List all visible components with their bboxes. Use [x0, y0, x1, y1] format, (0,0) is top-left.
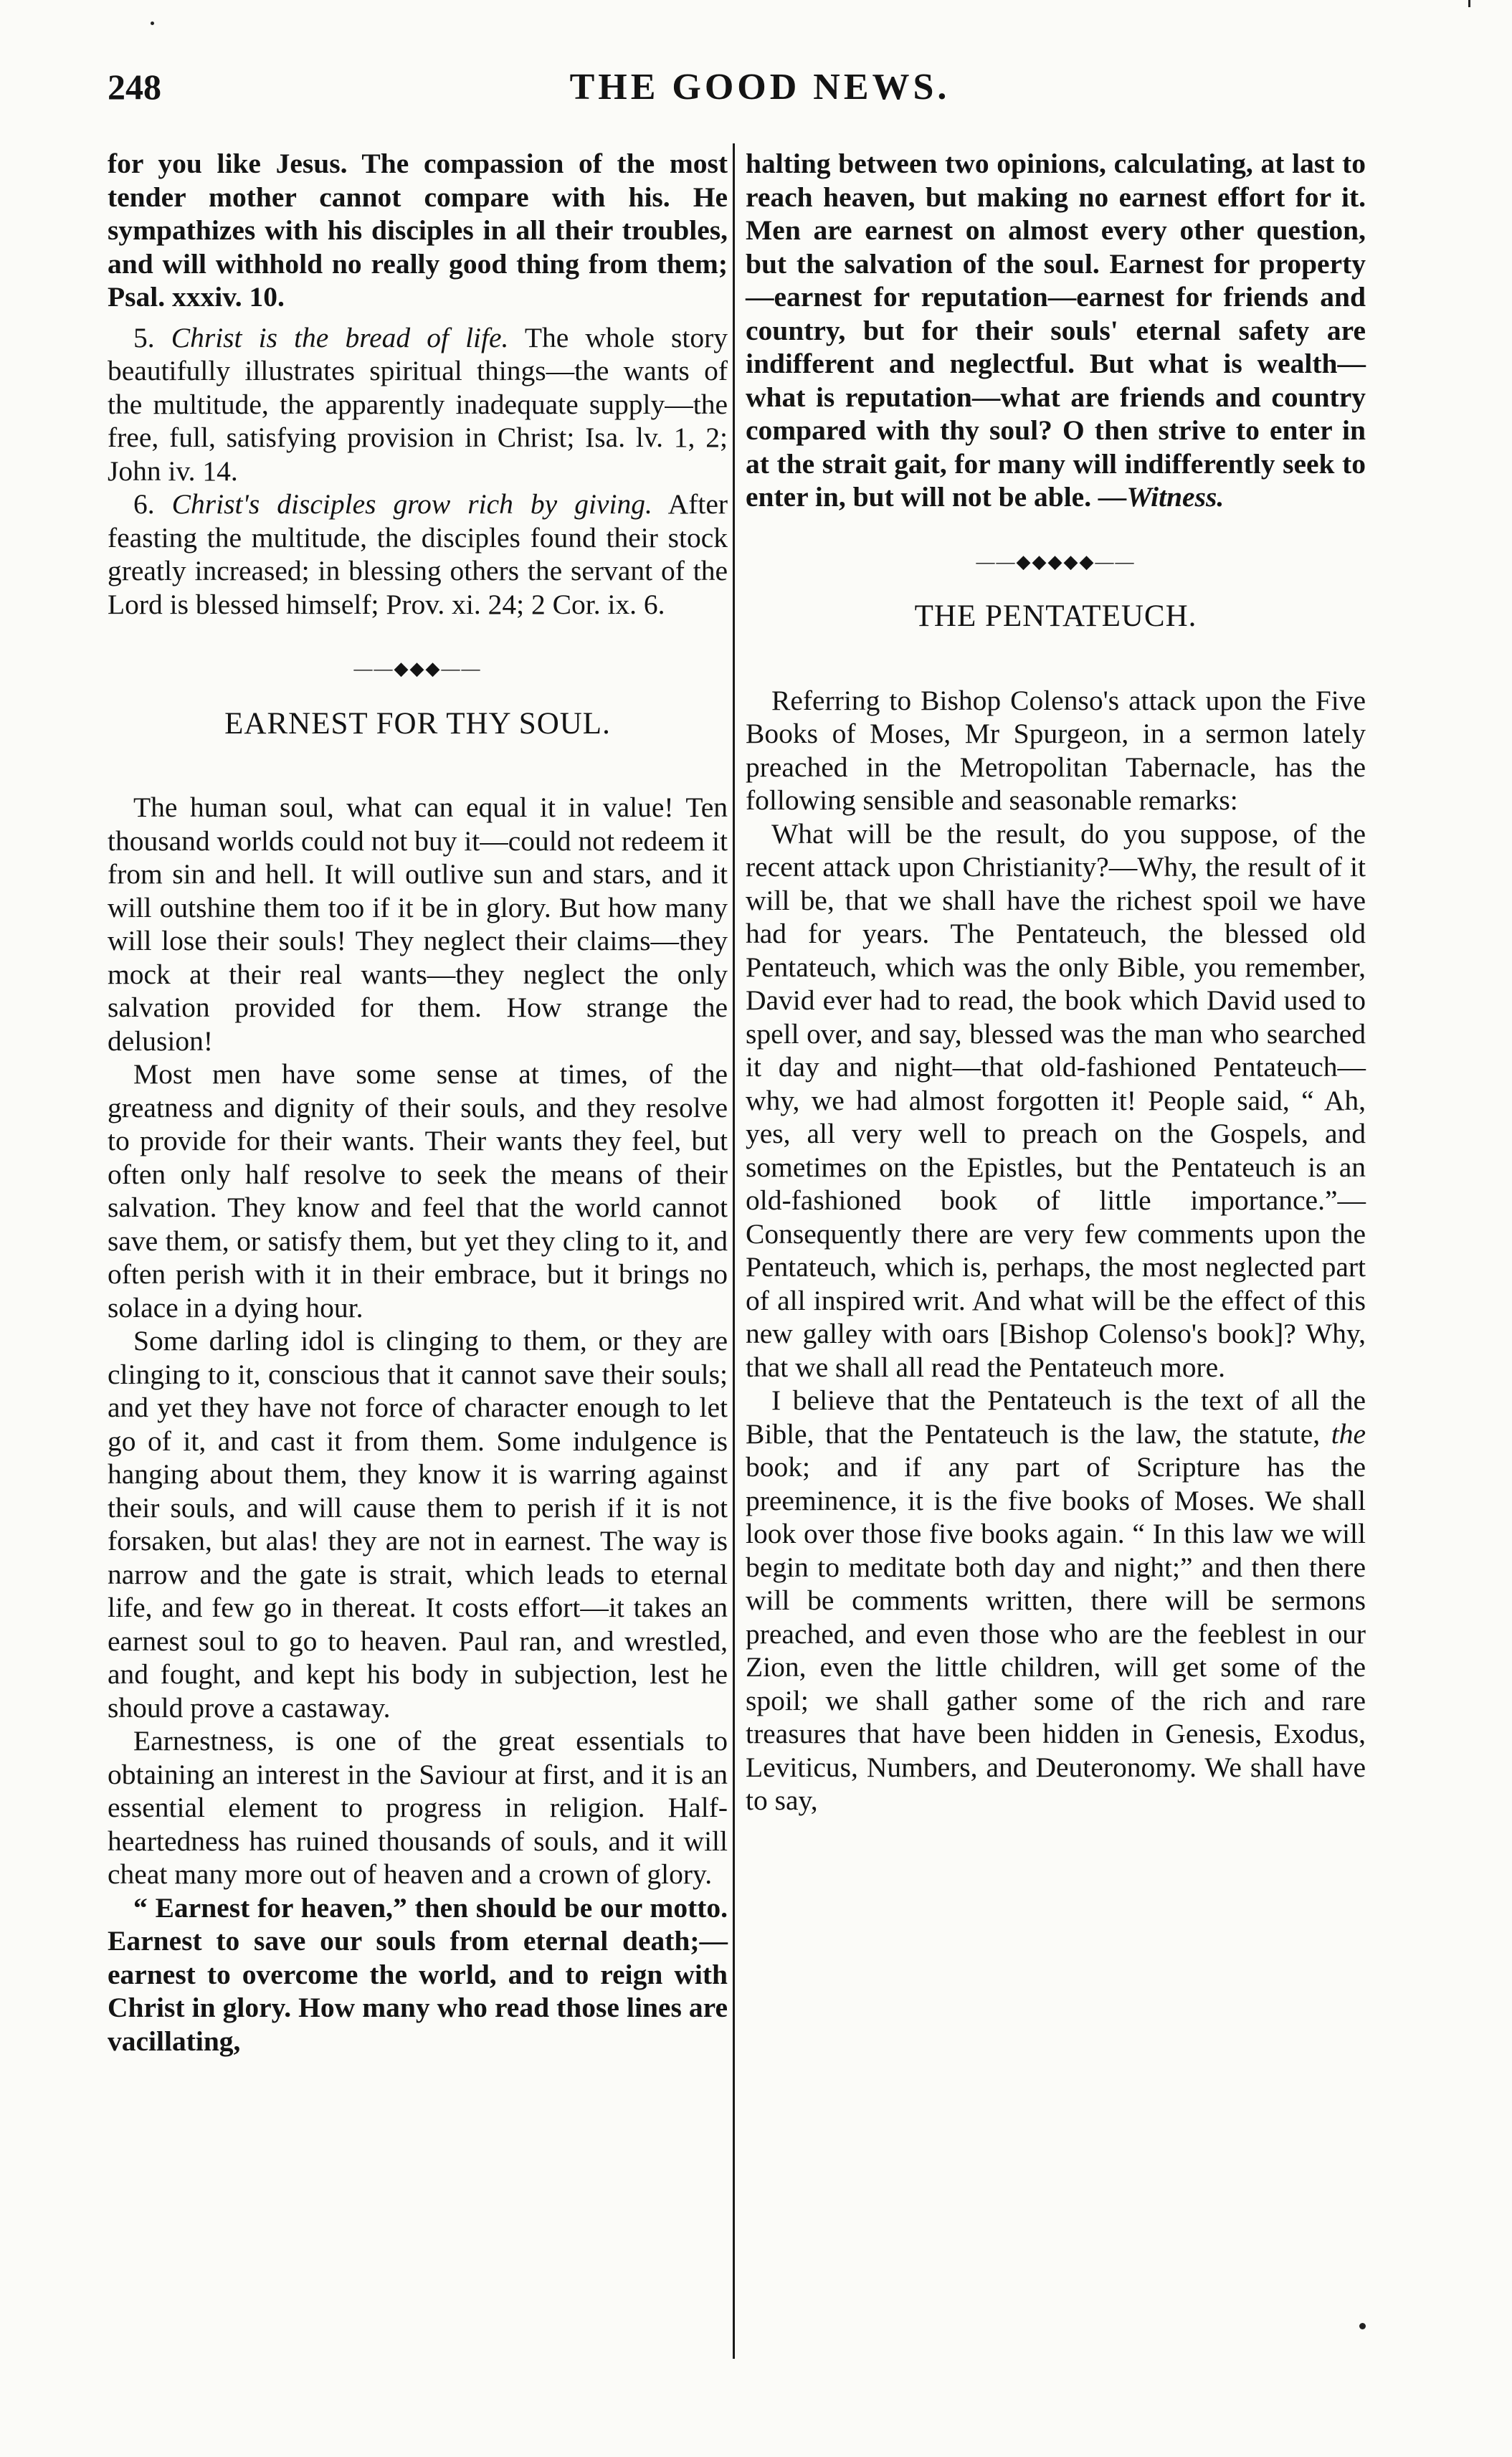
item-body: After feasting the multitude, the disciples found their stock greatly increased; in blessing others the servant of the Lord is blessed himself; Prov. xi. 24; 2 Cor. ix. 6.: [108, 488, 728, 620]
item-heading: Christ is the bread of life.: [171, 321, 509, 353]
article-title: EARNEST FOR THY SOUL.: [224, 706, 611, 741]
page-number: 248: [108, 67, 161, 107]
paragraph: [746, 1384, 1366, 1817]
column-divider: [733, 143, 735, 2359]
item-number: 6.: [133, 488, 155, 520]
article-title: THE PENTATEUCH.: [914, 599, 1197, 633]
section-ornament: ——◆◆◆◆◆——: [976, 551, 1136, 572]
paragraph: for you like Jesus. The compassion of the most tender mother cannot compare with his. He sympathizes with his disciples in all their troubles, and will withhold no really good thing from them; Psal. xxxiv. 10.: [108, 148, 728, 313]
print-speck: [151, 22, 154, 25]
paragraph: Most men have some sense at times, of the greatness and dignity of their souls, and they resolve to provide for their wants. Their wants they feel, but often only half resolve to seek the means of their salvation. They know and feel that the world cannot save them, or satisfy them, but yet they cling to it, and often perish with it in their embrace, but it brings no solace in a dying hour.: [108, 1058, 728, 1323]
paragraph: [108, 321, 728, 488]
paragraph-text: I believe that the Pentateuch is the text of all the Bible, that the Pentateuch is the law, the statute,: [746, 1384, 1366, 1450]
paragraph: Some darling idol is clinging to them, or they are clinging to it, conscious that it cannot save their souls; and yet they have not force of character enough to let go of it, and cast it from them. Some indulgence is hanging about them, they know it is warring against their souls, and will cause them to perish if it is not forsaken, but alas! they are not in earnest. The way is narrow and the gate is strait, which leads to eternal life, and few go in thereat. It costs effort—it takes an earnest soul to go to heaven. Paul ran, and wrestled, and fought, and kept his body in subjection, lest he should prove a castaway.: [108, 1325, 728, 1724]
page-header: [108, 66, 1412, 116]
running-title: THE GOOD NEWS.: [569, 67, 951, 108]
paragraph: [746, 147, 1366, 514]
paragraph: The human soul, what can equal it in value! Ten thousand worlds could not buy it—could not redeem it from sin and hell. It will outlive sun and stars, and it will outshine them too if it be in glory. But how many will lose their souls! They neglect their claims—they mock at their real wants—they neglect the only salvation provided for them. How strange the delusion!: [108, 792, 728, 1057]
item-heading: Christ's disciples grow rich by giving.: [171, 488, 652, 520]
paragraph-text: book; and if any part of Scripture has the preeminence, it is the five books of Moses. We shall look over those five books again. “ In this law we will begin to meditate both day and night;” and then there will be comments written, there will be sermons preached, and even those who are the feeblest in our Zion, even the little children, will get some of the spoil; we shall gather some of the rich and rare treasures that have been hidden in Genesis, Exodus, Leviticus, Numbers, and Deuteronomy. We shall have to say,: [746, 1451, 1366, 1816]
paragraph: “ Earnest for heaven,” then should be our motto. Earnest to save our souls from eternal death;—earnest to overcome the world, and to reign with Christ in glory. How many who read those lines are vacillating,: [108, 1891, 728, 2057]
paragraph: Earnestness, is one of the great essentials to obtaining an interest in the Saviour at first, and it is an essential element to progress in religion. Half-heartedness has ruined thousands of souls, and it will cheat many more out of heaven and a crown of glory.: [108, 1725, 728, 1890]
paragraph-text: halting between two opinions, calculating, at last to reach heaven, but making no earnest effort for it. Men are earnest on almost every other question, but the salvation of the soul. Earnest for property—earnest for reputation—earnest for friends and country, but for their souls' eternal safety are indifferent and neglectful. But what is wealth—what is reputation—what are friends and country compared with thy soul? O then strive to enter in at the strait gait, for many will indifferently seek to enter in, but will not be able.: [746, 148, 1366, 513]
print-speck: [1359, 2323, 1366, 2329]
print-speck: [1468, 0, 1470, 7]
paragraph: [108, 488, 728, 621]
paragraph: Referring to Bishop Colenso's attack upon the Five Books of Moses, Mr Spurgeon, in a sermon lately preached in the Metropolitan Tabernacle, has the following sensible and seasonable remarks:: [746, 684, 1366, 816]
right-column: [746, 147, 1366, 1817]
section-ornament: ——◆◆◆——: [353, 658, 482, 679]
paragraph: What will be the result, do you suppose, of the recent attack upon Christianity?—Why, the result of it will be, that we shall have the richest spoil we have had for years. The Pentateuch, the blessed old Pentateuch, which was the only Bible, you remember, David ever had to read, the book which David used to spell over, and say, blessed was the man who searched it day and night—that old-fashioned Pentateuch—why, we had almost forgotten it! People said, “ Ah, yes, all very well to preach on the Gospels, and sometimes on the Epistles, but the Pentateuch is an old-fashioned book of little importance.”—Consequently there are very few comments upon the Pentateuch, which is, perhaps, the most neglected part of all inspired writ. And what will be the effect of this new galley with oars [Bishop Colenso's book]? Why, that we shall all read the Pentateuch more.: [746, 817, 1366, 1383]
item-body: The whole story beautifully illustrates spiritual things—the wants of the multitude, the apparently inadequate supply—the free, full, satisfying provision in Christ; Isa. lv. 1, 2; John iv. 14.: [108, 321, 728, 487]
emphasis: the: [1331, 1417, 1366, 1450]
source-credit: —Witness.: [1098, 481, 1225, 513]
left-column: [108, 147, 728, 2058]
item-number: 5.: [133, 321, 155, 353]
